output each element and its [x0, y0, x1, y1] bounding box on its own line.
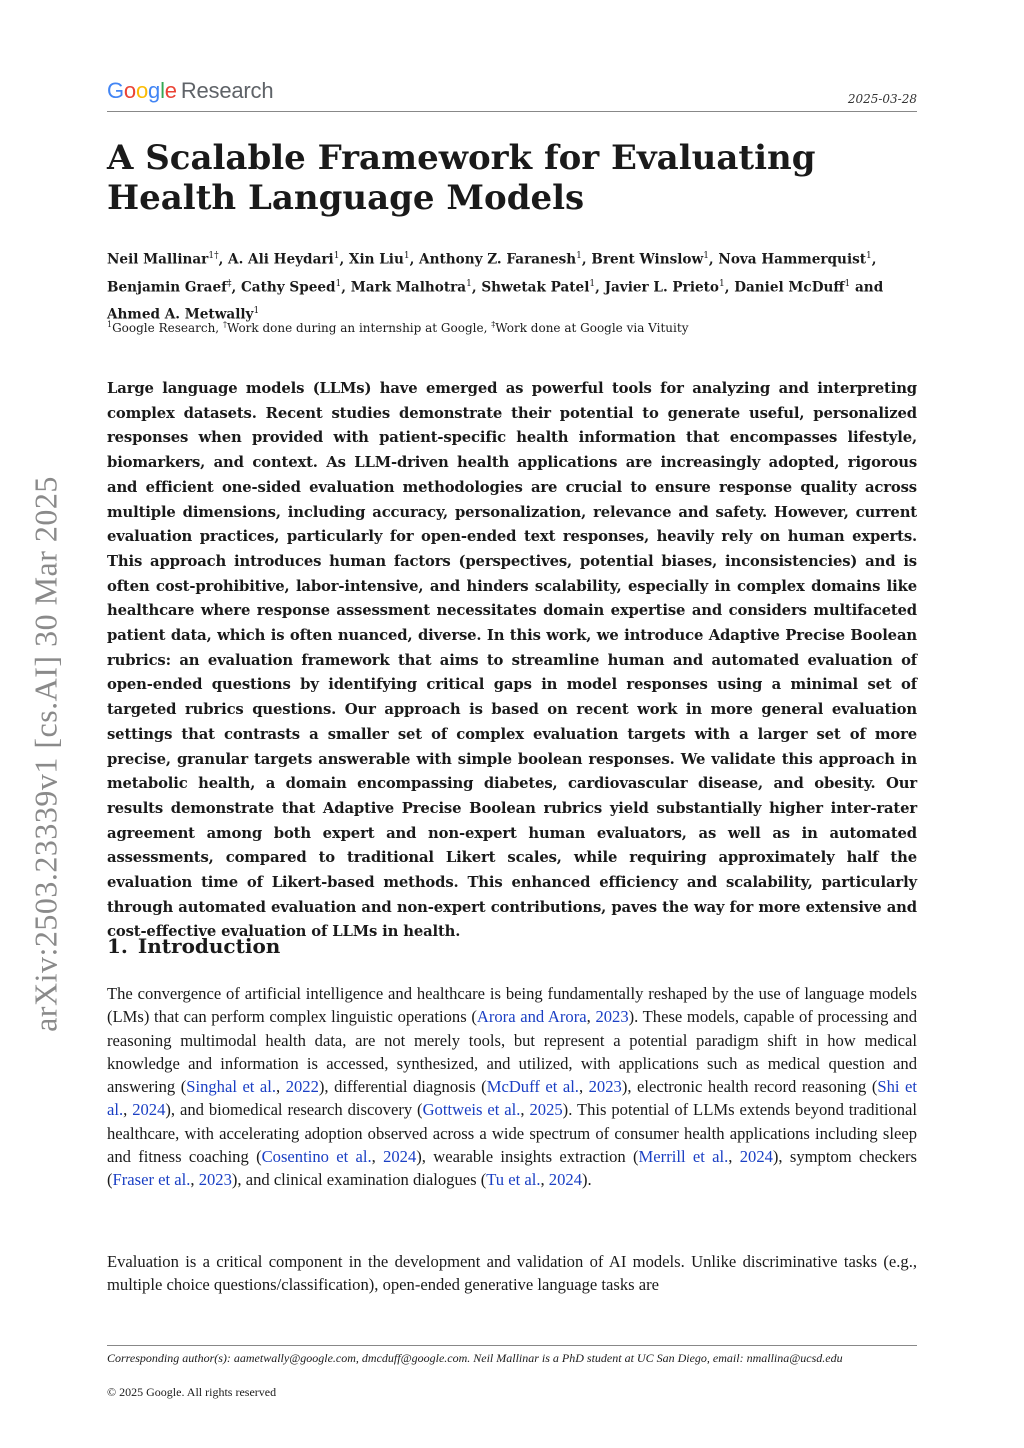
author-name: Brent Winslow — [591, 251, 704, 268]
author-separator: , — [581, 251, 592, 268]
author-name: Javier L. Prieto — [604, 279, 719, 296]
author-separator: , — [339, 251, 349, 268]
affiliation-mark: ‡ — [491, 320, 496, 329]
paragraph-text: ). — [581, 1170, 592, 1190]
logo-letter: o — [123, 78, 136, 103]
logo-letter: g — [148, 78, 161, 103]
affiliation-mark: 1 — [107, 320, 113, 329]
author-affiliation-mark: 1 — [253, 306, 260, 317]
citation-link[interactable]: Merrill et al. — [638, 1147, 729, 1167]
author-separator: , — [595, 279, 605, 296]
logo-letter: G — [107, 78, 124, 103]
citation-link[interactable]: Cosentino et al. — [261, 1147, 372, 1167]
author-affiliation-mark: 1 — [335, 278, 342, 289]
paragraph-text: , — [728, 1147, 740, 1167]
author-name: Mark Malhotra — [350, 279, 467, 296]
author-name: A. Ali Heydari — [228, 251, 334, 268]
author-affiliation-mark: 1 — [703, 251, 709, 261]
author-separator: , — [341, 279, 351, 296]
paper-title: A Scalable Framework for Evaluating Health Language Models — [107, 138, 816, 218]
citation-link[interactable]: 2024 — [739, 1147, 773, 1167]
author-affiliation-mark: 1 — [403, 251, 410, 261]
paragraph-text: ), wearable insights extraction ( — [416, 1147, 639, 1167]
author-separator: , — [708, 251, 719, 268]
header-rule — [107, 111, 917, 112]
author-name: Xin Liu — [348, 251, 404, 268]
paragraph-text: ), and biomedical research discovery ( — [165, 1100, 423, 1120]
author-separator: and — [850, 279, 884, 296]
author-affiliation-mark: 1 — [589, 278, 596, 289]
citation-link[interactable]: Arora and Arora — [476, 1007, 587, 1027]
author-affiliation-mark: 1† — [208, 251, 219, 261]
author-separator: , — [471, 279, 482, 296]
author-name: Anthony Z. Faranesh — [419, 251, 577, 268]
corresponding-author-note: Corresponding author(s): aametwally@google.com, dmcduff@google.com. Neil Mallinar is a PhD student at UC San Diego, email: nmallina@ucsd.edu — [107, 1351, 843, 1365]
paragraph-text: The convergence of artificial intelligence and healthcare is being fundamentally reshaped by the use of language models (LMs) that can perform complex linguistic operations ( — [107, 984, 917, 1027]
paragraph-text: ), symptom checkers ( — [107, 1147, 917, 1190]
paragraph-text: , — [190, 1170, 199, 1190]
paragraph-text: ). This potential of LLMs extends beyond traditional healthcare, with accelerating adoption observed across a wide spectrum of consumer health applications including sleep and fitness coaching ( — [107, 1100, 918, 1167]
affiliation-text: Work done at Google via Vituity — [495, 321, 689, 335]
paragraph-text: , — [578, 1077, 589, 1097]
author-affiliation-mark: 1 — [333, 251, 340, 261]
affiliation-text: Work done during an internship at Google, — [226, 321, 492, 335]
abstract: Large language models (LLMs) have emerged as powerful tools for analyzing and interpreting complex datasets. Recent studies demonstrate their potential to generate useful, personalized responses when provided with patient-specific health information that encompasses lifestyle, biomarkers, and context. As LLM-driven health applications are increasingly adopted, rigorous and efficient one-sided evaluation methodologies are crucial to ensure response quality across multiple dimensions, including accuracy, personalization, relevance and safety. However, current evaluation practices, particularly for open-ended text responses, heavily rely on human experts. This approach introduces human factors (perspectives, potential biases, inconsistencies) and is often cost-prohibitive, labor-intensive, and hinders scalability, especially in complex domains like healthcare where response assessment necessitates domain expertise and considers multifaceted patient data, which is often nuanced, diverse. In this work, we introduce Adaptive Precise Boolean rubrics: an evaluation framework that aims to streamline human and automated evaluation of open-ended questions by identifying critical gaps in model responses using a minimal set of targeted rubrics questions. Our approach is based on recent work in more general evaluation settings that contrasts a smaller set of complex evaluation targets with a larger set of more precise, granular targets answerable with simple boolean responses. We validate this approach in metabolic health, a domain encompassing diabetes, cardiovascular disease, and obesity. Our results demonstrate that Adaptive Precise Boolean rubrics yield substantially higher inter-rater agreement among both expert and non-expert human evaluators, as well as in automated assessments, compared to traditional Likert scales, while requiring approximately half the evaluation time of Likert-based methods. This enhanced efficiency and scalability, particularly through automated evaluation and non-expert contributions, paves the way for more extensive and cost-effective evaluation of LLMs in health. — [107, 380, 917, 941]
author-separator: , — [409, 251, 420, 268]
affiliation-text: Google Research, — [112, 321, 223, 335]
section-number: 1. — [107, 934, 128, 958]
paragraph-text: , — [540, 1170, 549, 1190]
citation-link[interactable]: 2023 — [588, 1077, 622, 1097]
paragraph-text: , — [586, 1007, 596, 1027]
citation-link[interactable]: 2025 — [529, 1100, 563, 1120]
paragraph-text: ), differential diagnosis ( — [318, 1077, 487, 1097]
paragraph-text: ), and clinical examination dialogues ( — [231, 1170, 487, 1190]
author-list — [107, 244, 927, 327]
affiliation-mark: † — [222, 320, 227, 329]
paragraph-text: , — [371, 1147, 384, 1167]
citation-link[interactable]: McDuff et al. — [486, 1077, 579, 1097]
author-name: Neil Mallinar — [107, 251, 209, 268]
citation-link[interactable]: 2023 — [198, 1170, 232, 1190]
citation-link[interactable]: 2023 — [595, 1007, 629, 1027]
author-separator: , — [724, 279, 735, 296]
citation-link[interactable]: 2024 — [132, 1100, 166, 1120]
paper-date: 2025-03-28 — [847, 92, 917, 106]
citation-link[interactable]: Tu et al. — [486, 1170, 541, 1190]
author-separator: , — [871, 251, 877, 268]
author-separator: , — [231, 279, 241, 296]
citation-link[interactable]: 2022 — [285, 1077, 319, 1097]
citation-link[interactable]: Shi et al. — [107, 1077, 917, 1120]
paragraph-text: , — [520, 1100, 530, 1120]
intro-paragraph-2: Evaluation is a critical component in the development and validation of AI models. Unlike discriminative tasks (e.g., multiple choice questions/classification), open-ended generative language tasks are — [107, 1252, 917, 1295]
logo-letter: e — [164, 78, 177, 103]
citation-link[interactable]: Gottweis et al. — [422, 1100, 521, 1120]
author-affiliation-mark: 1 — [866, 251, 872, 261]
citation-link[interactable]: Singhal et al. — [186, 1077, 277, 1097]
author-affiliation-mark: 1 — [718, 278, 725, 289]
paragraph-text: ), electronic health record reasoning ( — [621, 1077, 878, 1097]
footnote-rule — [107, 1345, 917, 1346]
paragraph-text: ). These models, capable of processing and reasoning multimodal health data, are not merely tools, but represent a potential paradigm shift in how medical knowledge and information is accessed, synthesized, and utilized, with applications such as medical question and answering ( — [107, 1007, 918, 1097]
logo-word: Research — [180, 78, 274, 103]
citation-link[interactable]: 2024 — [383, 1147, 417, 1167]
citation-link[interactable]: 2024 — [548, 1170, 582, 1190]
author-name: Benjamin Graef — [107, 279, 227, 296]
paragraph-text: , — [123, 1100, 133, 1120]
author-affiliation-mark: ‡ — [227, 278, 232, 289]
author-name: Nova Hammerquist — [718, 251, 867, 268]
arxiv-stamp: arXiv:2503.23339v1 [cs.AI] 30 Mar 2025 — [27, 476, 64, 1032]
citation-link[interactable]: Fraser et al. — [112, 1170, 191, 1190]
google-research-logo — [107, 78, 273, 104]
logo-letter: o — [135, 78, 149, 103]
section-title: Introduction — [137, 934, 281, 958]
author-name: Ahmed A. Metwally — [107, 306, 254, 323]
author-affiliation-mark: 1 — [844, 278, 851, 289]
logo-letter: l — [160, 78, 165, 103]
author-separator: , — [218, 251, 229, 268]
author-name: Cathy Speed — [240, 279, 336, 296]
author-name: Daniel McDuff — [734, 279, 845, 296]
intro-paragraph-1 — [107, 982, 917, 1192]
section-heading — [107, 934, 280, 958]
copyright-notice: © 2025 Google. All rights reserved — [107, 1385, 277, 1399]
author-name: Shwetak Patel — [481, 279, 590, 296]
author-affiliation-mark: 1 — [466, 278, 472, 289]
author-affiliation-mark: 1 — [576, 251, 582, 261]
paragraph-text: , — [276, 1077, 286, 1097]
affiliations — [107, 316, 688, 337]
